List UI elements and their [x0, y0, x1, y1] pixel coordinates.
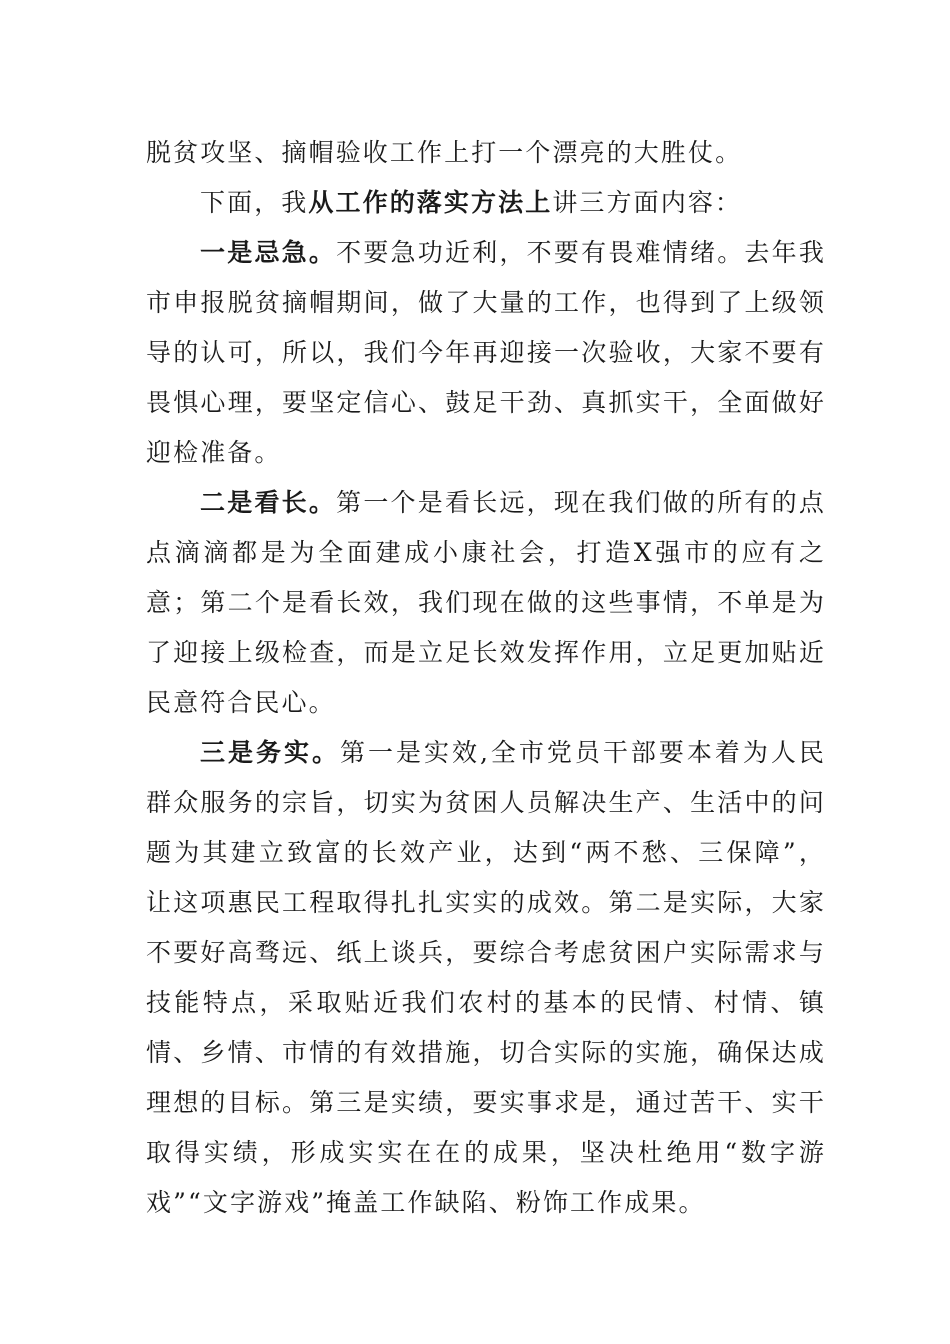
paragraph-1	[146, 128, 826, 178]
paragraph-text: 讲三方面内容：	[552, 188, 743, 217]
paragraph-text: 第一个是看长远，现在我们做的所有的点点滴滴都是为全面建成小康社会，打造X强市的应有之意；第二个是看长效，我们现在做的这些事情，不单是为了迎接上级检查，而是立足长效发挥作用，立足更加贴近民意符合民心。	[146, 488, 826, 717]
document-body	[146, 128, 826, 1228]
paragraph-3	[146, 228, 826, 478]
paragraph-text: 脱贫攻坚、摘帽验收工作上打一个漂亮的大胜仗。	[146, 138, 743, 167]
paragraph-lead: 一是忌急。	[200, 238, 337, 267]
paragraph-pre-text: 下面，我	[200, 188, 309, 217]
paragraph-text: 第一是实效,全市党员干部要本着为人民群众服务的宗旨，切实为贫困人员解决生产、生活中的问题为其建立致富的长效产业，达到“两不愁、三保障”，让这项惠民工程取得扎扎实实的成效。第二是实际，大家不要好高骛远、纸上谈兵，要综合考虑贫困户实际需求与技能特点，采取贴近我们农村的基本的民情、村情、镇情、乡情、市情的有效措施，切合实际的实施，确保达成理想的目标。第三是实绩，要实事求是，通过苦干、实干取得实绩，形成实实在在的成果，坚决杜绝用“数字游戏”“文字游戏”掩盖工作缺陷、粉饰工作成果。	[146, 738, 826, 1217]
paragraph-lead: 三是务实。	[200, 738, 340, 767]
paragraph-lead: 二是看长。	[200, 488, 337, 517]
paragraph-2	[146, 178, 826, 228]
paragraph-emphasis: 从工作的落实方法上	[308, 188, 553, 217]
paragraph-4	[146, 478, 826, 728]
paragraph-text: 不要急功近利，不要有畏难情绪。去年我市申报脱贫摘帽期间，做了大量的工作，也得到了上级领导的认可，所以，我们今年再迎接一次验收，大家不要有畏惧心理，要坚定信心、鼓足干劲、真抓实干，全面做好迎检准备。	[146, 238, 826, 467]
paragraph-5	[146, 728, 826, 1228]
